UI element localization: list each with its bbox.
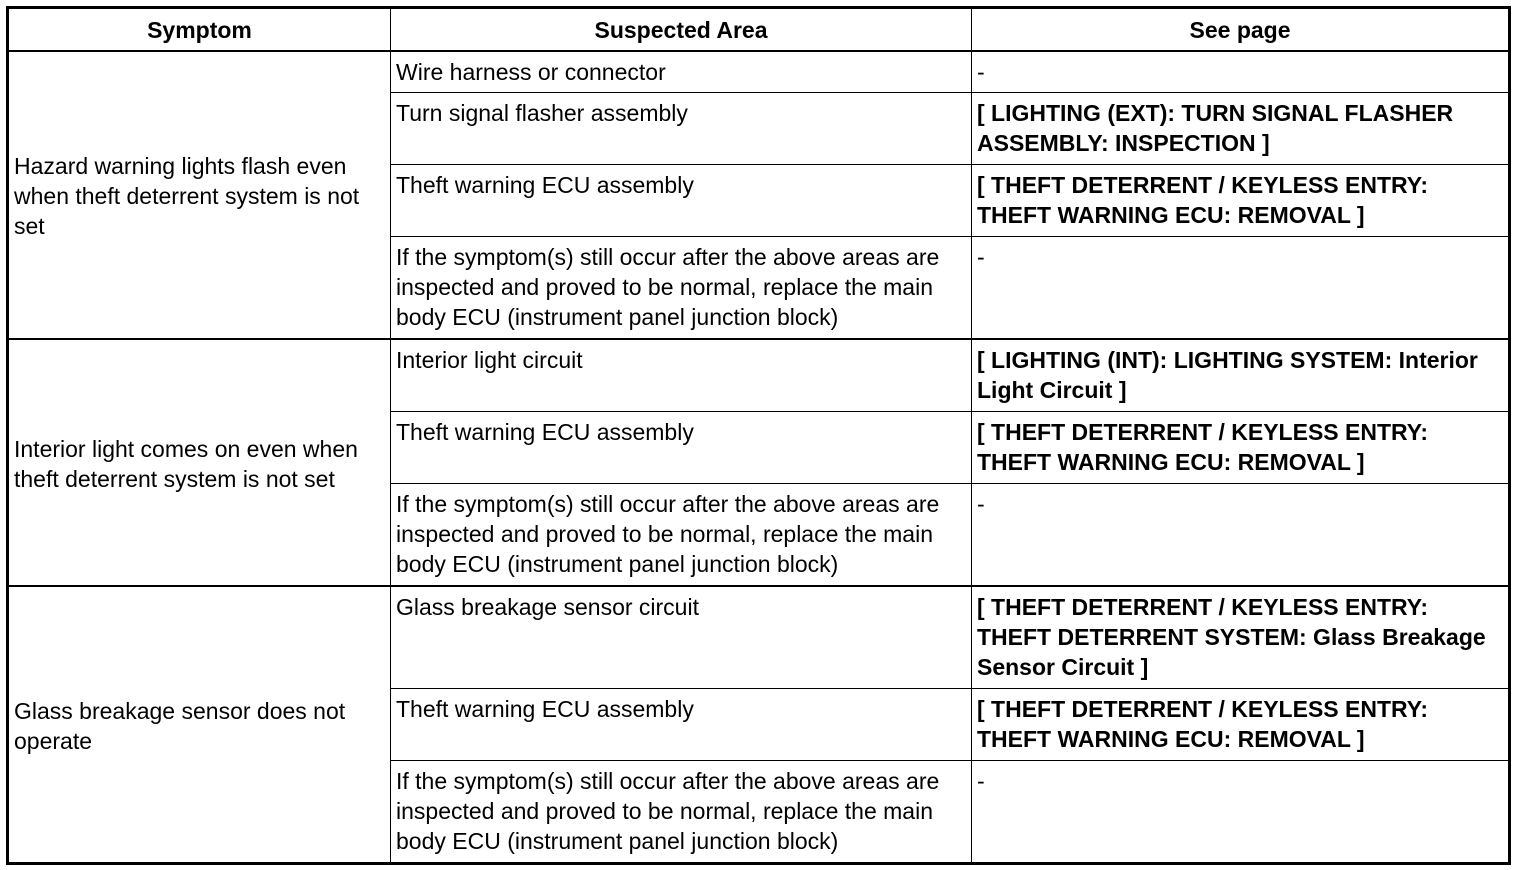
suspected-area-cell <box>391 689 972 761</box>
see-page-cell <box>972 237 1510 340</box>
suspected-area-text: Interior light circuit <box>396 347 583 373</box>
header-symptom: Symptom <box>8 8 391 52</box>
suspected-area-cell <box>391 412 972 484</box>
header-suspected-area: Suspected Area <box>391 8 972 52</box>
symptom-cell <box>8 339 391 586</box>
header-see-page: See page <box>972 8 1510 52</box>
suspected-area-text: Glass breakage sensor circuit <box>396 594 699 620</box>
see-page-cell[interactable] <box>972 93 1510 165</box>
see-page-link[interactable]: [ LIGHTING (EXT): TURN SIGNAL FLASHER ASSEMBLY: INSPECTION ] <box>977 100 1454 156</box>
suspected-area-cell <box>391 237 972 340</box>
suspected-area-cell <box>391 339 972 412</box>
suspected-area-cell <box>391 165 972 237</box>
table-row <box>8 339 1510 412</box>
problem-symptoms-table <box>6 6 1511 865</box>
suspected-area-text: Theft warning ECU assembly <box>396 172 694 198</box>
see-page-text: - <box>977 491 985 517</box>
see-page-cell <box>972 51 1510 93</box>
see-page-link[interactable]: [ THEFT DETERRENT / KEYLESS ENTRY: THEFT DETERRENT SYSTEM: Glass Breakage Sensor Circuit ] <box>977 594 1486 680</box>
suspected-area-cell <box>391 586 972 689</box>
see-page-link[interactable]: [ THEFT DETERRENT / KEYLESS ENTRY: THEFT WARNING ECU: REMOVAL ] <box>977 696 1429 752</box>
table-row <box>8 586 1510 689</box>
suspected-area-text: If the symptom(s) still occur after the above areas are inspected and proved to be normal, replace the main body ECU (instrument panel junction block) <box>396 244 940 330</box>
see-page-link[interactable]: [ LIGHTING (INT): LIGHTING SYSTEM: Interior Light Circuit ] <box>977 347 1478 403</box>
suspected-area-text: If the symptom(s) still occur after the above areas are inspected and proved to be normal, replace the main body ECU (instrument panel junction block) <box>396 491 940 577</box>
suspected-area-cell <box>391 761 972 864</box>
symptom-text: Interior light comes on even when theft deterrent system is not set <box>14 435 358 492</box>
symptom-cell <box>8 586 391 864</box>
see-page-cell[interactable] <box>972 586 1510 689</box>
see-page-link[interactable]: [ THEFT DETERRENT / KEYLESS ENTRY: THEFT WARNING ECU: REMOVAL ] <box>977 172 1429 228</box>
suspected-area-text: Theft warning ECU assembly <box>396 419 694 445</box>
see-page-text: - <box>977 59 985 85</box>
suspected-area-text: If the symptom(s) still occur after the above areas are inspected and proved to be normal, replace the main body ECU (instrument panel junction block) <box>396 768 940 854</box>
see-page-cell[interactable] <box>972 412 1510 484</box>
suspected-area-cell <box>391 484 972 587</box>
suspected-area-cell <box>391 93 972 165</box>
table-header-row <box>8 8 1510 52</box>
see-page-cell <box>972 484 1510 587</box>
see-page-cell[interactable] <box>972 165 1510 237</box>
suspected-area-text: Wire harness or connector <box>396 59 666 85</box>
suspected-area-cell <box>391 51 972 93</box>
symptom-text: Glass breakage sensor does not operate <box>14 697 346 754</box>
table-row <box>8 51 1510 93</box>
symptom-cell <box>8 51 391 339</box>
suspected-area-text: Turn signal flasher assembly <box>396 100 688 126</box>
suspected-area-text: Theft warning ECU assembly <box>396 696 694 722</box>
see-page-link[interactable]: [ THEFT DETERRENT / KEYLESS ENTRY: THEFT WARNING ECU: REMOVAL ] <box>977 419 1429 475</box>
symptom-text: Hazard warning lights flash even when theft deterrent system is not set <box>14 153 360 239</box>
see-page-text: - <box>977 244 985 270</box>
see-page-cell[interactable] <box>972 339 1510 412</box>
see-page-cell[interactable] <box>972 689 1510 761</box>
see-page-text: - <box>977 768 985 794</box>
see-page-cell <box>972 761 1510 864</box>
